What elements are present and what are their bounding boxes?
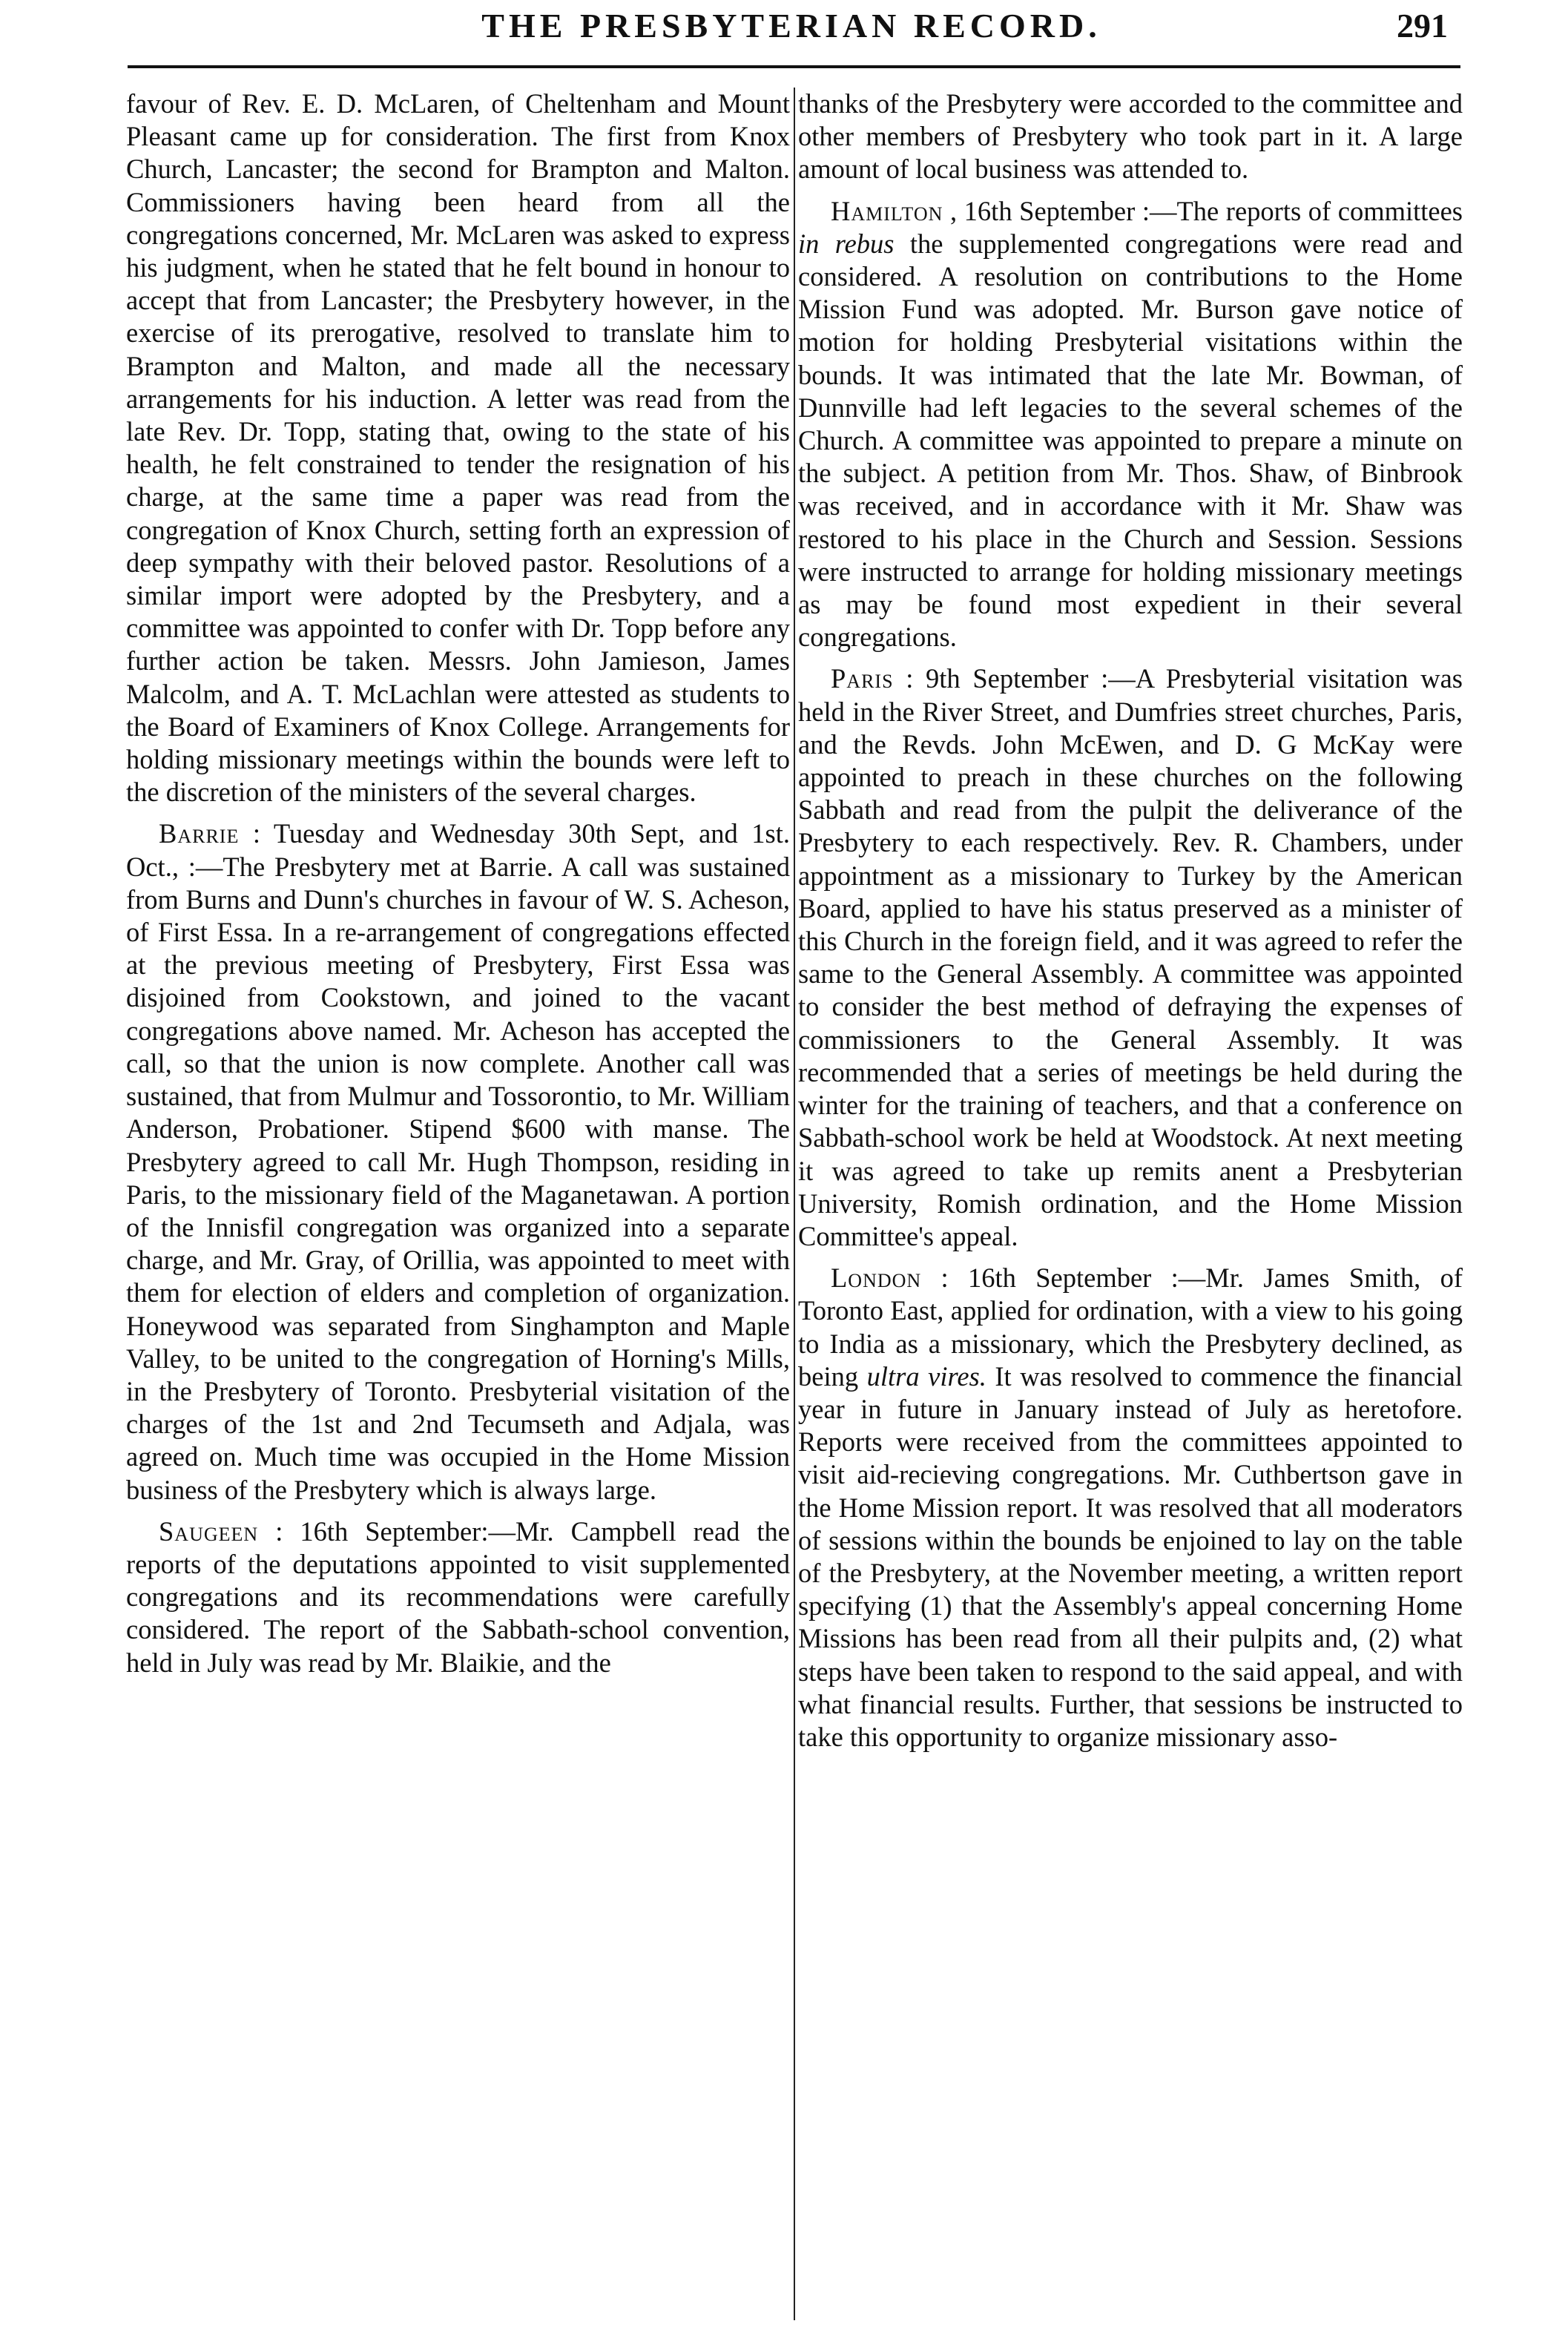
paris-heading: Paris — [831, 663, 894, 694]
right-column — [798, 88, 1463, 2320]
hamilton-text-b: the supplemented congregations were read and considered. A resolution on contributions to the Home Mission Fund was adopted. Mr. Burson gave notice of motion for holding Presbyterial visitations within the bounds. It was intimated that the late Mr. Bowman, of Dunnville had left legacies to the several schemes of the Church. A committee was appointed to prepare a minute on the subject. A petition from Mr. Thos. Shaw, of Binbrook was received, and in accordance with it Mr. Shaw was restored to his place in the Church and Session. Sessions were instructed to arrange for holding missionary meetings as may be found most expedient in their several congregations. — [798, 228, 1463, 653]
saugeen-paragraph — [126, 1515, 790, 1679]
page-header — [126, 7, 1457, 52]
right-paragraph-1: thanks of the Presbytery were accorded to the committee and other members of Presbytery who took part in it. A large amount of local business was attended to. — [798, 88, 1463, 185]
left-column — [126, 88, 790, 2320]
saugeen-heading: Saugeen — [159, 1515, 259, 1547]
hamilton-italic: in rebus — [798, 228, 895, 259]
barrie-paragraph — [126, 817, 790, 1506]
paris-text: : 9th September :—A Presbyterial visitation was held in the River Street, and Dumfries street churches, Paris, and the Revds. John McEwen, and D. G McKay were appointed to preach in these churches on the following Sabbath and read from the pulpit the deliverance of the Presbytery to each respectively. Rev. R. Chambers, under appointment as a missionary to Turkey by the American Board, applied to have his status preserved as a minister of this Church in the foreign field, and it was agreed to refer the same to the General Assembly. A committee was appointed to consider the best method of defraying the expenses of commissioners to the General Assembly. It was recommended that a series of meetings be held during the winter for the training of teachers, and that a conference on Sabbath-school work be held at Woodstock. At next meeting it was agreed to take up remits anent a Presbyterian University, Romish ordination, and the Home Mission Committee's appeal. — [798, 663, 1463, 1251]
page-number: 291 — [1397, 7, 1448, 45]
paris-paragraph — [798, 662, 1463, 1253]
london-text-b: It was resolved to commence the financial year in future in January instead of July as heretofore. Reports were received from the committees appointed to visit aid-recieving congregations. Mr. Cuthbertson gave in the Home Mission report. It was resolved that all moderators of sessions within the bounds be enjoined to lay on the table of the Presbytery, at the November meeting, a written report specifying (1) that the Assembly's appeal concerning Home Missions has been read from all their pulpits and, (2) what steps have been taken to respond to the said appeal, and with what financial results. Further, that sessions be instructed to take this opportunity to organize missionary asso- — [798, 1360, 1463, 1752]
barrie-heading: Barrie — [159, 818, 240, 849]
barrie-text: : Tuesday and Wednesday 30th Sept, and 1st. Oct., :—The Presbytery met at Barrie. A call was sustained from Burns and Dunn's churches in favour of W. S. Acheson, of First Essa. In a re-arrangement of congregations effected at the previous meeting of Presbytery, First Essa was disjoined from Cookstown, and joined to the vacant congregations above named. Mr. Acheson has accepted the call, so that the union is now complete. Another call was sustained, that from Mulmur and Tossorontio, to Mr. William Anderson, Probationer. Stipend $600 with manse. The Presbytery agreed to call Mr. Hugh Thompson, residing in Paris, to the missionary field of the Maganetawan. A portion of the Innisfil congregation was organized into a separate charge, and Mr. Gray, of Orillia, was appointed to meet with them for election of elders and completion of organization. Honeywood was separated from Singhampton and Maple Valley, to be united to the congregation of Horning's Mills, in the Presbytery of Toronto. Presbyterial visitation of the charges of the 1st and 2nd Tecumseth and Adjala, was agreed on. Much time was occupied in the Home Mission business of the Presbytery which is always large. — [126, 818, 790, 1505]
saugeen-text: : 16th September:—Mr. Campbell read the reports of the deputations appointed to visit supplemented congregations and its recommendations were carefully considered. The report of the Sabbath-school convention, held in July was read by Mr. Blaikie, and the — [126, 1515, 791, 1678]
hamilton-paragraph — [798, 195, 1463, 654]
running-title: THE PRESBYTERIAN RECORD. — [481, 7, 1101, 45]
london-heading: London — [831, 1262, 922, 1294]
article-columns — [126, 88, 1463, 2320]
hamilton-heading: Hamilton — [831, 195, 943, 226]
london-italic: ultra vires. — [866, 1360, 986, 1392]
london-paragraph — [798, 1262, 1463, 1754]
hamilton-text-a: , 16th September :—The reports of committees — [949, 195, 1463, 226]
left-paragraph-1: favour of Rev. E. D. McLaren, of Cheltenham and Mount Pleasant came up for consideration. The first from Knox Church, Lancaster; the second for Brampton and Malton. Commissioners having been heard from all the congregations concerned, Mr. McLaren was asked to express his judgment, when he stated that he felt bound in honour to accept that from Lancaster; the Presbytery however, in the exercise of its prerogative, resolved to translate him to Brampton and Malton, and made all the necessary arrangements for his induction. A letter was read from the late Rev. Dr. Topp, stating that, owing to the state of his health, he felt constrained to tender the resignation of his charge, at the same time a paper was read from the congregation of Knox Church, setting forth an expression of deep sympathy with their beloved pastor. Resolutions of a similar import were adopted by the Presbytery, and a committee was appointed to confer with Dr. Topp before any further action be taken. Messrs. John Jamieson, James Malcolm, and A. T. McLachlan were attested as students to the Board of Examiners of Knox College. Arrangements for holding missionary meetings within the bounds were left to the discretion of the ministers of the several charges. — [126, 88, 790, 808]
london-text-a: : 16th September :—Mr. James Smith, of Toronto East, applied for ordination, with a view to his going to India as a missionary, which the Presbytery declined, as being — [798, 1262, 1463, 1392]
header-rule — [128, 65, 1460, 68]
